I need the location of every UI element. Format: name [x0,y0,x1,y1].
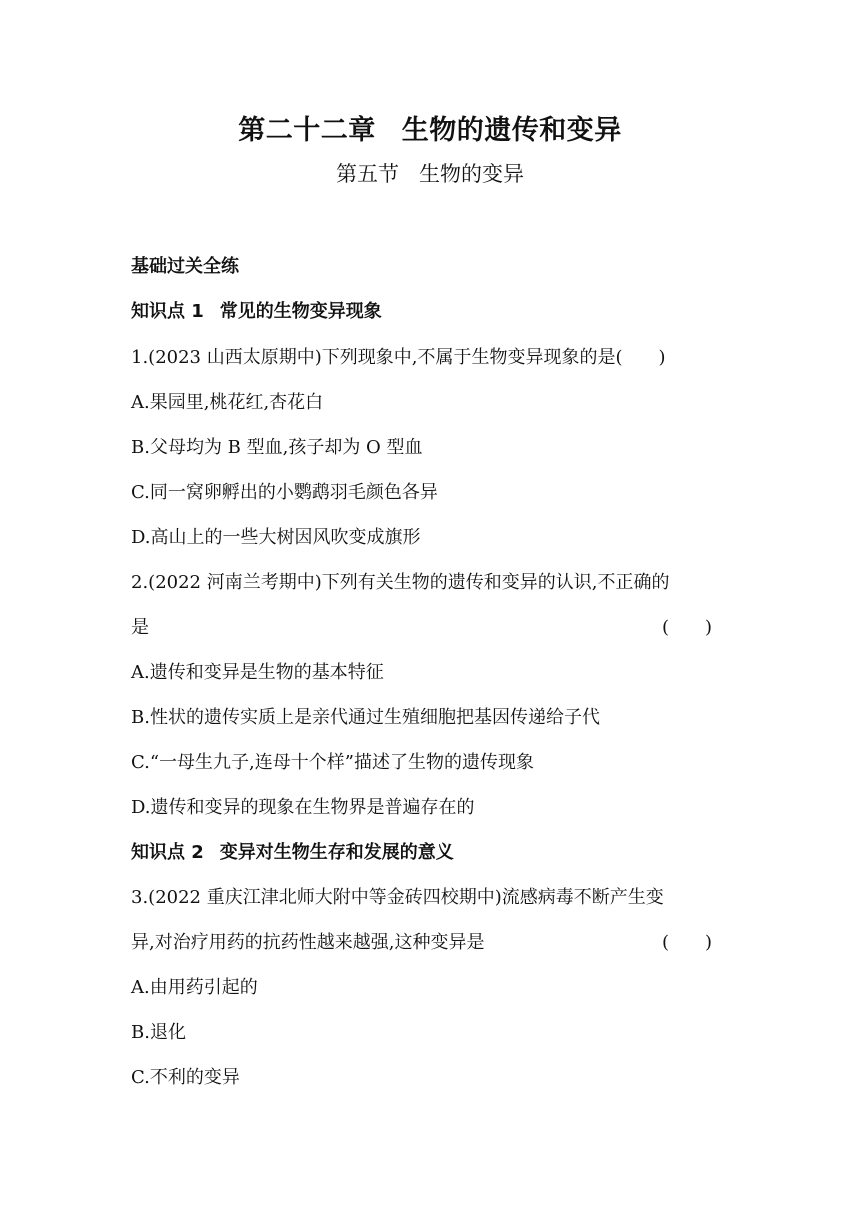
practice-heading: 基础过关全练 [131,256,239,277]
chapter-name: 生物的遗传和变异 [401,115,622,146]
question-3-stem-line-1: 3.(2022 重庆江津北师大附中等金砖四校期中)流感病毒不断产生变 [131,887,664,908]
knowledge-point-2-heading [131,838,454,864]
section-number: 第五节 [336,162,399,186]
question-3-stem-line-2: 异,对治疗用药的抗药性越来越强,这种变异是 [131,932,485,953]
knowledge-point-1-number: 知识点 1 [131,301,204,322]
question-2-option-b: B.性状的遗传实质上是亲代通过生殖细胞把基因传递给子代 [131,707,600,728]
question-3-option-b: B.退化 [131,1022,186,1043]
question-1-option-b: B.父母均为 B 型血,孩子却为 O 型血 [131,437,423,458]
question-3-option-c: C.不利的变异 [131,1067,240,1088]
chapter-title [0,108,860,147]
question-2-option-a: A.遗传和变异是生物的基本特征 [131,662,384,683]
question-1-option-c: C.同一窝卵孵出的小鹦鹉羽毛颜色各异 [131,482,438,503]
knowledge-point-1-heading [131,297,382,323]
question-3-option-a: A.由用药引起的 [131,977,258,998]
knowledge-point-2-title: 变异对生物生存和发展的意义 [219,842,454,863]
question-2-answer-bracket: ( ) [662,617,713,638]
knowledge-point-1-title: 常见的生物变异现象 [219,301,382,322]
question-2-stem-line-2: 是 [131,617,149,638]
question-2-option-c: C.“一母生九子,连母十个样”描述了生物的遗传现象 [131,752,534,773]
knowledge-point-2-number: 知识点 2 [131,842,204,863]
chapter-number: 第二十二章 [238,115,376,146]
question-1-stem: 1.(2023 山西太原期中)下列现象中,不属于生物变异现象的是( ) [131,347,666,368]
section-name: 生物的变异 [419,162,524,186]
question-1-option-d: D.高山上的一些大树因风吹变成旗形 [131,527,421,548]
question-3-answer-bracket: ( ) [662,932,713,953]
question-1-option-a: A.果园里,桃花红,杏花白 [131,392,324,413]
question-2-stem-line-1: 2.(2022 河南兰考期中)下列有关生物的遗传和变异的认识,不正确的 [131,572,670,593]
section-title [0,158,860,188]
question-2-option-d: D.遗传和变异的现象在生物界是普遍存在的 [131,797,475,818]
